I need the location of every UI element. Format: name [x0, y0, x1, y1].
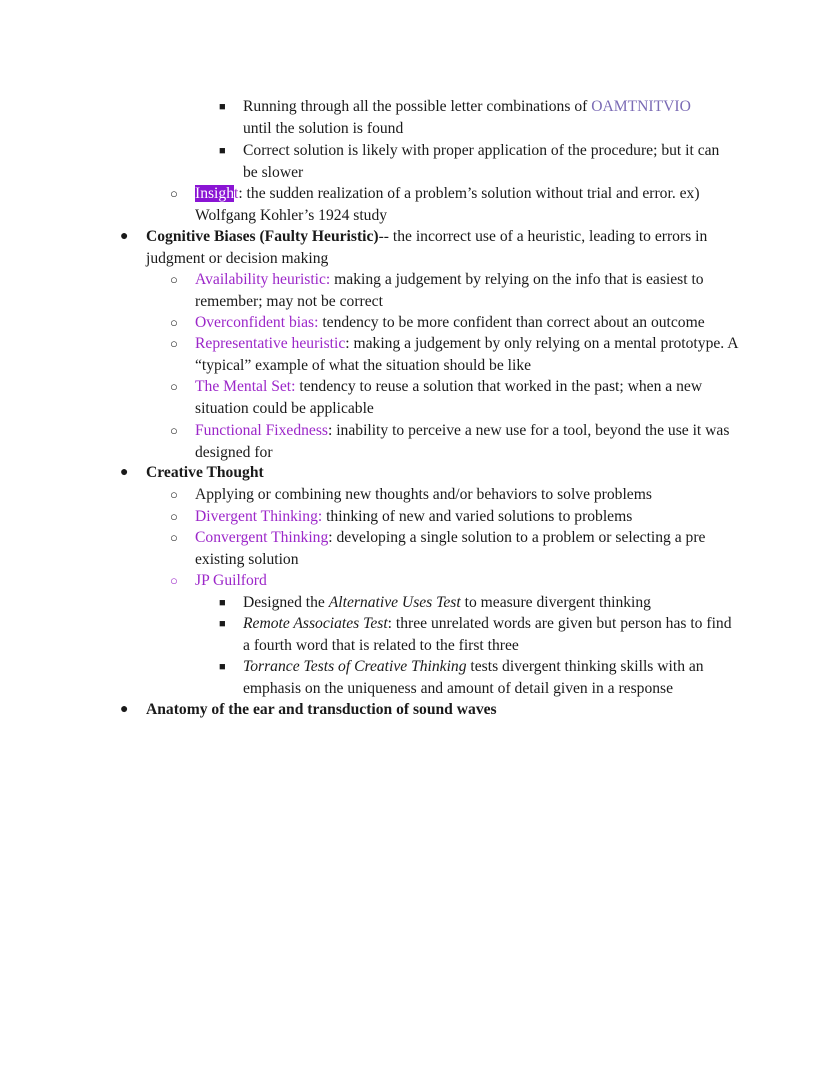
test-name: Alternative Uses Test — [328, 594, 461, 611]
item-text: Correct solution is likely with proper application of the procedure; but it can be slower — [243, 142, 720, 181]
term: Divergent Thinking: — [195, 508, 323, 525]
insight-definition: : the sudden realization of a problem’s solution without trial and error. ex) Wolfgang Kohler’s 1924 study — [195, 185, 700, 224]
list-item — [219, 96, 733, 139]
list-item — [219, 140, 733, 183]
section-heading: Anatomy of the ear and transduction of sound waves — [146, 701, 497, 718]
circle-bullet: ○ — [170, 272, 178, 287]
square-bullet: ■ — [219, 661, 226, 673]
list-item — [170, 527, 740, 570]
term: Convergent Thinking — [195, 529, 329, 546]
term: Functional Fixedness — [195, 422, 328, 439]
item-text: Designed the — [243, 594, 329, 611]
definition: making a judgement by relying on the info that is easiest to remember; may not be correct — [195, 271, 704, 310]
section-creative-thought — [120, 462, 746, 484]
section-anatomy — [120, 699, 746, 721]
insight-term-tail: t — [233, 185, 239, 202]
section-description: -- the incorrect use of a heuristic, leading to errors in judgment or decision making — [146, 228, 708, 267]
circle-bullet: ○ — [170, 573, 178, 588]
square-bullet: ■ — [219, 618, 226, 630]
square-bullet: ■ — [219, 101, 226, 113]
definition: tendency to reuse a solution that worked in the past; when a new situation could be applicable — [195, 378, 703, 417]
circle-bullet: ○ — [170, 530, 178, 545]
item-text: : three unrelated words are given but person has to find a fourth word that is related to the first three — [243, 615, 732, 654]
definition: : inability to perceive a new use for a tool, beyond the use it was designed for — [195, 422, 730, 461]
circle-bullet: ○ — [170, 487, 178, 502]
list-item-guilford — [170, 570, 740, 592]
insight-term-highlighted: Insigh — [195, 185, 234, 202]
circle-bullet: ○ — [170, 336, 178, 351]
item-text-continued: until the solution is found — [243, 119, 404, 137]
circle-bullet: ○ — [170, 423, 178, 438]
term: The Mental Set: — [195, 378, 296, 395]
test-name: Remote Associates Test — [243, 615, 388, 632]
square-bullet: ■ — [219, 597, 226, 609]
list-item — [170, 506, 740, 528]
definition: tendency to be more confident than correct about an outcome — [318, 314, 705, 331]
circle-bullet: ○ — [170, 509, 178, 524]
term: JP Guilford — [195, 572, 267, 589]
term: Availability heuristic: — [195, 271, 331, 288]
item-text: tests divergent thinking skills with an emphasis on the uniqueness and amount of detail given in a response — [243, 658, 704, 697]
section-heading: Creative Thought — [146, 464, 264, 481]
section-cognitive-biases — [120, 226, 736, 269]
circle-bullet: ○ — [170, 315, 178, 330]
definition: : developing a single solution to a problem or selecting a pre existing solution — [195, 529, 706, 568]
list-item — [170, 269, 740, 312]
list-item — [170, 312, 740, 334]
list-item — [170, 420, 740, 463]
list-item — [219, 592, 733, 614]
disc-bullet: ● — [120, 229, 129, 244]
list-item — [219, 656, 733, 699]
list-item — [219, 613, 733, 656]
item-text: to measure divergent thinking — [460, 594, 651, 611]
disc-bullet: ● — [120, 702, 129, 717]
list-item — [170, 333, 740, 376]
test-name: Torrance Tests of Creative Thinking — [243, 658, 467, 675]
list-item-insight — [170, 183, 740, 226]
definition: : making a judgement by only relying on a mental prototype. A “typical” example of what the situation should be like — [195, 335, 738, 374]
disc-bullet: ● — [120, 465, 129, 480]
term: Representative heuristic — [195, 335, 346, 352]
definition: thinking of new and varied solutions to problems — [322, 508, 633, 525]
square-bullet: ■ — [219, 145, 226, 157]
list-item — [170, 376, 740, 419]
letter-combination: OAMTNITVIO — [591, 98, 691, 115]
item-text: Applying or combining new thoughts and/or behaviors to solve problems — [195, 486, 652, 503]
item-text: Running through all the possible letter combinations of — [243, 98, 592, 115]
circle-bullet: ○ — [170, 379, 178, 394]
circle-bullet: ○ — [170, 186, 178, 201]
section-heading: Cognitive Biases (Faulty Heuristic) — [146, 228, 379, 245]
list-item — [170, 484, 740, 506]
term: Overconfident bias: — [195, 314, 319, 331]
